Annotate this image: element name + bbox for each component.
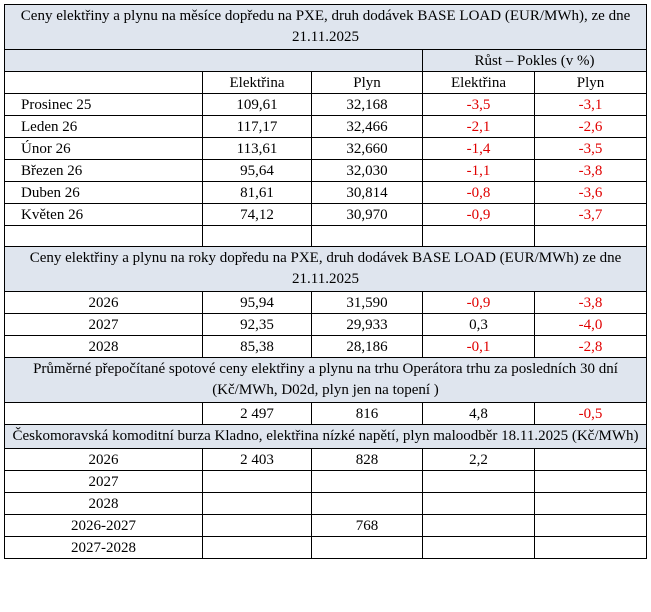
gas-price-cell: 32,466: [312, 116, 423, 138]
gas-change-cell: [535, 471, 647, 493]
gas-price-cell: 31,590: [312, 292, 423, 314]
month-row: [5, 182, 647, 204]
year-row: [5, 314, 647, 336]
corner-cell: [5, 72, 203, 94]
section2-title-row: [5, 247, 647, 292]
electricity-price-cell: 95,64: [203, 160, 312, 182]
gas-change-cell: -4,0: [535, 314, 647, 336]
month-row: [5, 204, 647, 226]
column-header: Elektřina: [203, 72, 312, 94]
column-header: Plyn: [535, 72, 647, 94]
electricity-price-cell: 2 403: [203, 449, 312, 471]
row-label: 2028: [5, 493, 203, 515]
section1-title-row: [5, 5, 647, 50]
exchange-row: [5, 515, 647, 537]
exchange-row: [5, 471, 647, 493]
electricity-price-cell: [203, 537, 312, 559]
gas-price-cell: 30,970: [312, 204, 423, 226]
electricity-change-cell: -2,1: [423, 116, 535, 138]
electricity-price-cell: [203, 493, 312, 515]
gas-change-cell: [535, 493, 647, 515]
electricity-change-cell: -0,1: [423, 336, 535, 358]
row-label: Únor 26: [5, 138, 203, 160]
electricity-price-cell: 109,61: [203, 94, 312, 116]
gas-change-cell: -3,1: [535, 94, 647, 116]
gas-price-cell: 32,168: [312, 94, 423, 116]
electricity-change-cell: -0,8: [423, 182, 535, 204]
exchange-row: [5, 449, 647, 471]
month-row: [5, 116, 647, 138]
electricity-price-cell: 74,12: [203, 204, 312, 226]
gas-price-cell: 30,814: [312, 182, 423, 204]
electricity-price-cell: 2 497: [203, 403, 312, 425]
electricity-change-cell: -3,5: [423, 94, 535, 116]
electricity-change-cell: -1,4: [423, 138, 535, 160]
row-label: Březen 26: [5, 160, 203, 182]
electricity-change-cell: 2,2: [423, 449, 535, 471]
row-label: 2028: [5, 336, 203, 358]
row-label: 2027: [5, 471, 203, 493]
gas-price-cell: [312, 537, 423, 559]
month-row: [5, 160, 647, 182]
gas-change-cell: [535, 515, 647, 537]
empty-cell: [203, 226, 312, 247]
month-row: [5, 94, 647, 116]
electricity-price-cell: 95,94: [203, 292, 312, 314]
gas-change-cell: -0,5: [535, 403, 647, 425]
electricity-price-cell: 113,61: [203, 138, 312, 160]
gas-change-cell: [535, 537, 647, 559]
gas-change-cell: -2,8: [535, 336, 647, 358]
gas-price-cell: 816: [312, 403, 423, 425]
section3-title: Průměrné přepočítané spotové ceny elektřiny a plynu na trhu Operátora trhu za posledních 30 dní (Kč/MWh, D02d, plyn jen na topení ): [5, 358, 647, 403]
gas-price-cell: 28,186: [312, 336, 423, 358]
gas-price-cell: [312, 471, 423, 493]
column-header: Plyn: [312, 72, 423, 94]
section1-title: Ceny elektřiny a plynu na měsíce dopředu na PXE, druh dodávek BASE LOAD (EUR/MWh), ze dne 21.11.2025: [5, 5, 647, 50]
electricity-change-cell: [423, 471, 535, 493]
column-header-row: [5, 72, 647, 94]
electricity-change-cell: [423, 493, 535, 515]
electricity-change-cell: [423, 515, 535, 537]
electricity-change-cell: 4,8: [423, 403, 535, 425]
row-label: 2026: [5, 449, 203, 471]
gas-price-cell: [312, 493, 423, 515]
exchange-row: [5, 493, 647, 515]
gas-change-cell: -3,8: [535, 160, 647, 182]
column-header: Elektřina: [423, 72, 535, 94]
spot-price-row: [5, 403, 647, 425]
electricity-change-cell: -1,1: [423, 160, 535, 182]
empty-cell: [423, 226, 535, 247]
section4-title: Českomoravská komoditní burza Kladno, elektřina nízké napětí, plyn maloodběr 18.11.2025 (Kč/MWh): [5, 425, 647, 449]
empty-cell: [312, 226, 423, 247]
gas-change-cell: [535, 449, 647, 471]
electricity-change-cell: 0,3: [423, 314, 535, 336]
exchange-row: [5, 537, 647, 559]
gas-change-cell: -2,6: [535, 116, 647, 138]
electricity-price-cell: 85,38: [203, 336, 312, 358]
empty-cell: [5, 226, 203, 247]
electricity-price-cell: 117,17: [203, 116, 312, 138]
electricity-change-cell: -0,9: [423, 204, 535, 226]
electricity-change-cell: -0,9: [423, 292, 535, 314]
section4-title-row: [5, 425, 647, 449]
row-label: Květen 26: [5, 204, 203, 226]
change-header: Růst – Pokles (v %): [423, 50, 647, 72]
row-label: 2027: [5, 314, 203, 336]
price-table: [4, 4, 647, 559]
gas-price-cell: 768: [312, 515, 423, 537]
section3-title-row: [5, 358, 647, 403]
section2-title: Ceny elektřiny a plynu na roky dopředu na PXE, druh dodávek BASE LOAD (EUR/MWh) ze dne 21.11.2025: [5, 247, 647, 292]
gas-price-cell: 828: [312, 449, 423, 471]
row-label: [5, 403, 203, 425]
row-label: 2026-2027: [5, 515, 203, 537]
change-header-spacer: [5, 50, 423, 72]
electricity-price-cell: 81,61: [203, 182, 312, 204]
change-header-row: [5, 50, 647, 72]
row-label: Leden 26: [5, 116, 203, 138]
price-table-body: [5, 5, 647, 559]
electricity-price-cell: 92,35: [203, 314, 312, 336]
electricity-price-cell: [203, 515, 312, 537]
row-label: 2026: [5, 292, 203, 314]
row-label: Prosinec 25: [5, 94, 203, 116]
year-row: [5, 292, 647, 314]
gas-change-cell: -3,8: [535, 292, 647, 314]
row-label: 2027-2028: [5, 537, 203, 559]
electricity-change-cell: [423, 537, 535, 559]
empty-cell: [535, 226, 647, 247]
blank-row: [5, 226, 647, 247]
year-row: [5, 336, 647, 358]
month-row: [5, 138, 647, 160]
gas-price-cell: 29,933: [312, 314, 423, 336]
electricity-price-cell: [203, 471, 312, 493]
gas-change-cell: -3,6: [535, 182, 647, 204]
gas-price-cell: 32,660: [312, 138, 423, 160]
row-label: Duben 26: [5, 182, 203, 204]
gas-price-cell: 32,030: [312, 160, 423, 182]
gas-change-cell: -3,7: [535, 204, 647, 226]
gas-change-cell: -3,5: [535, 138, 647, 160]
